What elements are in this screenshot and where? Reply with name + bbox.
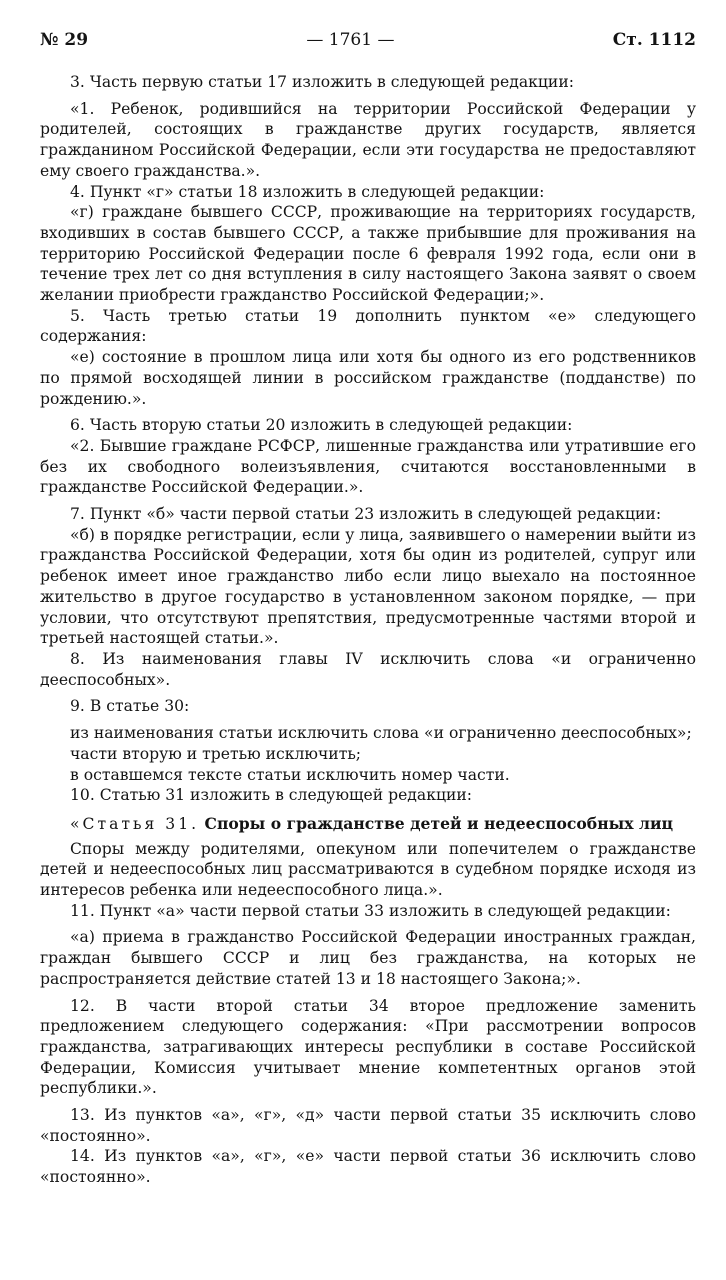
paragraph: «1. Ребенок, родившийся на территории Российской Федерации у родителей, состоящих в гражданстве других государств, является гражданином Российской Федерации, если эти государства не предоставляют ему своего гражданства.». bbox=[40, 99, 696, 180]
paragraph: 11. Пункт «а» части первой статьи 33 изложить в следующей редакции: bbox=[70, 901, 671, 920]
page-number: — 1761 — bbox=[306, 30, 395, 50]
issue-number: № 29 bbox=[40, 30, 89, 50]
document-body bbox=[40, 72, 696, 1188]
article-number: Ст. 1112 bbox=[612, 30, 696, 50]
paragraph: 14. Из пунктов «а», «г», «е» части первой статьи 36 исключить слово «постоянно». bbox=[40, 1147, 696, 1187]
paragraph: Споры между родителями, опекуном или попечителем о гражданстве детей и недееспособных лиц рассматриваются в судебном порядке исходя из интересов ребенка или недееспособного лица.». bbox=[40, 839, 696, 900]
page-header bbox=[40, 30, 696, 64]
article-heading-title: Споры о гражданстве детей и недееспособных лиц bbox=[204, 813, 674, 833]
paragraph: «е) состояние в прошлом лица или хотя бы одного из его родственников по прямой восходящей линии в российском гражданстве (подданстве) по рождению.». bbox=[40, 348, 696, 408]
paragraph: 12. В части второй статьи 34 второе предложение заменить предложением следующего содержания: «При рассмотрении вопросов гражданства, затрагивающих интересы республики в составе Российской Федерации, Комиссия учитывает мнение компетентных органов этой республики.». bbox=[40, 996, 696, 1098]
paragraph: 9. В статье 30: bbox=[70, 697, 190, 716]
paragraph: 13. Из пунктов «а», «г», «д» части первой статьи 35 исключить слово «постоянно». bbox=[40, 1106, 696, 1145]
paragraph: 5. Часть третью статьи 19 дополнить пунктом «е» следующего содержания: bbox=[40, 306, 696, 346]
paragraph: «а) приема в гражданство Российской Федерации иностранных граждан, граждан бывшего СССР и лиц без гражданства, на которых не распространяется действие статей 13 и 18 настоящего Закона;». bbox=[40, 928, 696, 988]
paragraph: «г) граждане бывшего СССР, проживающие на территориях государств, входивших в состав бывшего СССР, а также прибывшие для проживания на территорию Российской Федерации после 6 февраля 1992 года, если они в течение трех лет со дня вступления в силу настоящего Закона заявят о своем желании приобрести гражданство Российской Федерации;». bbox=[40, 203, 696, 305]
paragraph: в оставшемся тексте статьи исключить номер части. bbox=[70, 765, 510, 784]
document-page bbox=[40, 30, 696, 1188]
paragraph: 6. Часть вторую статьи 20 изложить в следующей редакции: bbox=[70, 416, 573, 435]
paragraph: «2. Бывшие граждане РСФСР, лишенные гражданства или утратившие его без их свободного волеизъявления, считаются восстановленными в гражданстве Российской Федерации.». bbox=[40, 436, 696, 497]
paragraph: «б) в порядке регистрации, если у лица, заявившего о намерении выйти из гражданства Российской Федерации, хотя бы один из родителей, супруг или ребенок имеет иное гражданство либо если лицо выехало на постоянное жительство в другое государство в установленном законом порядке, — при условии, что отсутствуют препятствия, предусмотренные частями второй и третьей настоящей статьи.». bbox=[40, 525, 696, 648]
paragraph: из наименования статьи исключить слова «и ограниченно дееспособных»; bbox=[70, 724, 692, 743]
paragraph: 8. Из наименования главы IV исключить слова «и ограниченно дееспособных». bbox=[40, 649, 696, 689]
paragraph: части вторую и третью исключить; bbox=[70, 744, 362, 763]
article-heading-prefix: «Статья 31. bbox=[70, 814, 200, 833]
paragraph: 7. Пункт «б» части первой статьи 23 изложить в следующей редакции: bbox=[70, 505, 662, 524]
paragraph: 10. Статью 31 изложить в следующей редакции: bbox=[70, 786, 473, 805]
paragraph: 3. Часть первую статьи 17 изложить в следующей редакции: bbox=[70, 73, 574, 91]
article-heading bbox=[40, 814, 696, 835]
paragraph: 4. Пункт «г» статьи 18 изложить в следующей редакции: bbox=[70, 182, 545, 201]
